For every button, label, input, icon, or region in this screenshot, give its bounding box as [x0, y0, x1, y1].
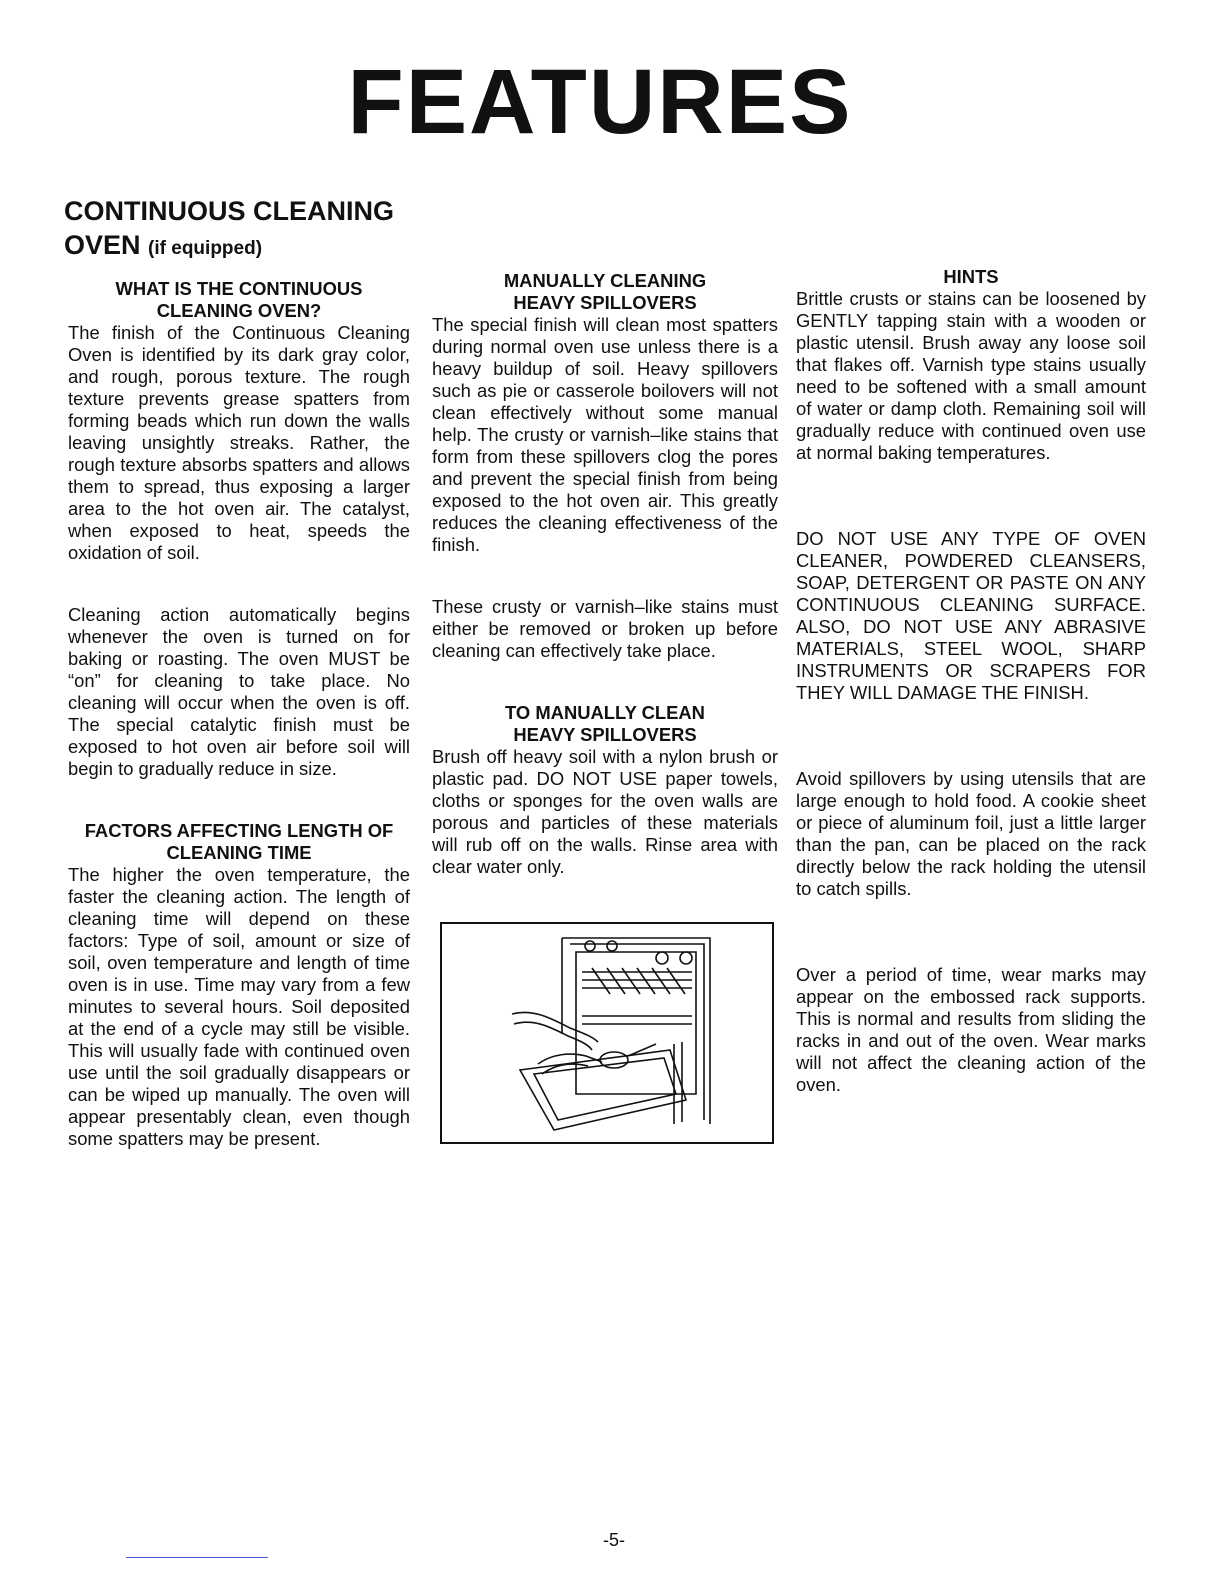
cleaning-action-text: Cleaning action automatically begins whenever the oven is turned on for baking or roasting. The oven MUST be “on” for cleaning to take place. No cleaning will occur when the oven is off. The special catalytic finish must be exposed to hot oven air before soil will begin to gradually reduce in size.	[68, 604, 410, 779]
section-heading-oven: OVEN	[64, 230, 141, 260]
hints-heading: HINTS	[943, 266, 999, 287]
page-title: FEATURES	[347, 51, 853, 153]
factors-text: The higher the oven temperature, the faster the cleaning action. The length of cleaning time will depend on these factors: Type of soil, amount or size of soil, oven temperature and length of time oven is in use. Time may vary from a few minutes to several hours. Soil deposited at the end of a cycle may still be visible. This will usually fade with continued oven use until the soil gradually disappears or can be wiped up manually. The oven will appear presentably clean, even though some spatters may be present.	[68, 864, 410, 1149]
hints-text: Brittle crusts or stains can be loosened by GENTLY tapping stain with a wooden or plastic utensil. Brush away any loose soil that flakes off. Varnish type stains usually need to be softened with a small amount of water or damp cloth. Remaining soil will gradually reduce with continued oven use at normal baking temperatures.	[796, 288, 1146, 463]
what-is-heading: WHAT IS THE CONTINUOUS CLEANING OVEN?	[115, 278, 363, 321]
factors-heading: FACTORS AFFECTING LENGTH OF CLEANING TIME	[84, 820, 394, 863]
section-heading-line2	[64, 228, 394, 266]
crusty-stains-text: These crusty or varnish–like stains must either be removed or broken up before cleaning can effectively take place.	[432, 596, 778, 661]
manually-cleaning-heading: MANUALLY CLEANING HEAVY SPILLOVERS	[503, 270, 707, 313]
section-heading-qualifier: (if equipped)	[148, 238, 263, 259]
what-is-text: The finish of the Continuous Cleaning Oven is identified by its dark gray color, and rough, porous texture. The rough texture prevents grease spatters from forming beads which run down the walls leaving unsightly streaks. Rather, the rough texture absorbs spatters and allows them to spread, thus exposing a larger area to the hot oven air. The catalyst, when exposed to heat, speeds the oxidation of soil.	[68, 322, 410, 563]
avoid-spillovers-text: Avoid spillovers by using utensils that are large enough to hold food. A cookie sheet or piece of aluminum foil, just a little larger than the pan, can be placed on the rack directly below the rack holding the utensil to catch spills.	[796, 768, 1146, 899]
section-heading-line1: CONTINUOUS CLEANING	[64, 196, 394, 226]
wear-marks-text: Over a period of time, wear marks may appear on the embossed rack supports. This is normal and results from sliding the racks in and out of the oven. Wear marks will not affect the cleaning action of the oven.	[796, 964, 1146, 1095]
warning-text: DO NOT USE ANY TYPE OF OVEN CLEANER, POWDERED CLEANSERS, SOAP, DETERGENT OR PASTE ON ANY CONTINUOUS CLEANING SURFACE. ALSO, DO NOT USE ANY ABRASIVE MATERIALS, STEEL WOOL, SHARP INSTRUMENTS OR SCRAPERS FOR THEY WILL DAMAGE THE FINISH.	[796, 528, 1146, 703]
to-manually-clean-text: Brush off heavy soil with a nylon brush or plastic pad. DO NOT USE paper towels, cloths or sponges for the oven walls are porous and particles of these materials will rub off on the walls. Rinse area with clear water only.	[432, 746, 778, 877]
column-right	[796, 266, 1146, 1096]
manually-cleaning-text: The special finish will clean most spatters during normal oven use unless there is a heavy buildup of soil. Heavy spillovers such as pie or casserole boilovers will not clean effectively without some manual help. The crusty or varnish–like stains that form from these spillovers clog the pores and prevent the special finish from being exposed to the hot oven air. This greatly reduces the cleaning effectiveness of the finish.	[432, 314, 778, 555]
to-manually-clean-heading: TO MANUALLY CLEAN HEAVY SPILLOVERS	[505, 702, 705, 745]
column-left	[68, 270, 410, 1150]
page-number: -5-	[603, 1530, 625, 1550]
oven-cleaning-illustration	[440, 922, 774, 1144]
section-heading	[64, 194, 394, 266]
footer-divider	[126, 1557, 268, 1558]
oven-illustration-drawing	[442, 924, 772, 1142]
column-middle	[432, 270, 778, 1144]
